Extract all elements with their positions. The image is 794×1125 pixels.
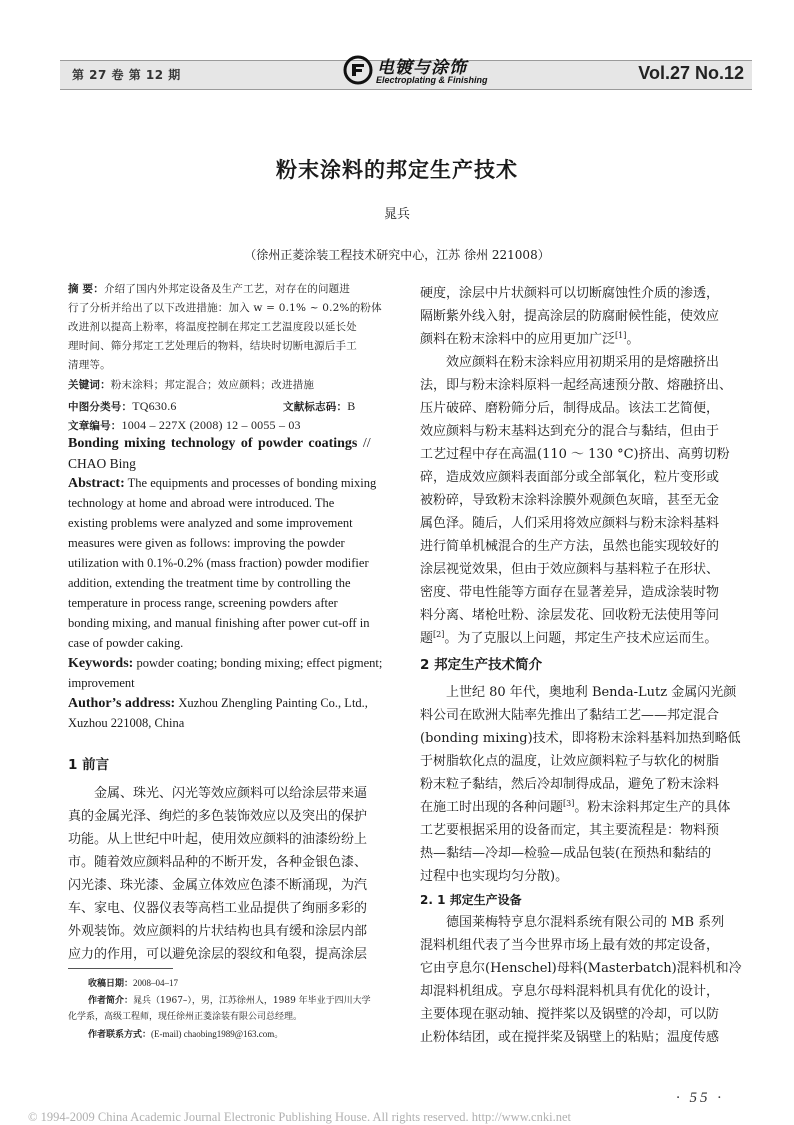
english-title: Bonding mixing technology of powder coatings //	[68, 436, 371, 451]
body-line: 应力的作用，可以避免涂层的裂纹和龟裂，提高涂层	[68, 947, 368, 962]
body-line: 外观装饰。效应颜料的片状结构也具有缓和涂层内部	[68, 924, 368, 939]
body-line: 隔断紫外线入射，提高涂层的防腐耐候性能，使效应	[420, 309, 720, 324]
body-line: 工艺要根据采用的设备而定，其主要流程是：物料预	[420, 823, 720, 838]
body-line: 涂层视觉效果，但由于效应颜料与基料粒子在形状、	[420, 562, 720, 577]
body-line: 在施工时出现的各种问题[3]。粉末涂料邦定生产的具体	[420, 799, 731, 815]
author-affiliation: （徐州正菱涂装工程技术研究中心，江苏 徐州 221008）	[244, 248, 550, 262]
body-line: 却混料机组成。亨息尔母料混料机具有优化的设计，	[420, 984, 720, 999]
article-number: 文章编号：1004 – 227X (2008) 12 – 0055 – 03	[68, 418, 301, 432]
page-number: · 55 ·	[676, 1090, 724, 1106]
abstract-cn-line: 理时间、筛分邦定工艺处理后的物料，结块时切断电源后手工	[68, 340, 357, 352]
abstract-en-line: Abstract: The equipments and processes of bonding mixing	[68, 476, 377, 491]
section-2-heading: 2 邦定生产技术简介	[420, 657, 543, 673]
body-line: 市。随着效应颜料品种的不断开发，各种金银色漆、	[68, 855, 368, 870]
right-column	[420, 0, 748, 1123]
body-line: 效应颜料与粉末基料达到充分的混合与黏结，但由于	[420, 424, 720, 439]
keywords-en-cont: improvement	[68, 676, 135, 690]
abstract-cn-line: 改进剂以提高上粉率，将温度控制在邦定工艺温度段以延长处	[68, 321, 357, 333]
body-line: 止粉体结团，或在搅拌桨及锅壁上的粘贴；温度传感	[420, 1030, 720, 1045]
body-line: 密度、带电性能等方面存在显著差异，造成涂装时物	[420, 585, 720, 600]
body-line: 功能。从上世纪中叶起，使用效应颜料的油漆纷纷上	[68, 832, 368, 847]
body-line: 热—黏结—冷却—检验—成品包装(在预热和黏结的	[420, 846, 712, 861]
abstract-cn-label: 摘 要：	[68, 283, 104, 295]
body-line: 碎，造成效应颜料表面部分或全部氧化，粒片变形或	[420, 470, 720, 485]
copyright-footer: © 1994-2009 China Academic Journal Electronic Publishing House. All rights reserved. http://www.cnki.net	[28, 1110, 571, 1124]
abstract-cn-line: 行了分析并给出了以下改进措施：加入 w = 0.1% ~ 0.2%的粉体	[68, 302, 382, 314]
body-line: 真的金属光泽、绚烂的多色装饰效应以及突出的保护	[68, 809, 368, 824]
abstract-en-line: addition, extending the treatment time by controlling the	[68, 576, 351, 590]
footnote-contact: 作者联系方式：(E-mail) chaobing1989@163.com。	[88, 1029, 284, 1040]
body-line: 德国莱梅特亨息尔混料系统有限公司的 MB 系列	[446, 915, 725, 930]
volume-issue-en: Vol.27 No.12	[638, 63, 744, 83]
abstract-cn-line: 摘 要：介绍了国内外邦定设备及生产工艺，对存在的问题进	[68, 283, 351, 295]
body-line: 闪光漆、珠光漆、金属立体效应色漆不断涌现，为汽	[68, 878, 368, 893]
classification-line: 中图分类号：TQ630.6	[68, 399, 177, 413]
section-1-heading: 1 前言	[68, 757, 110, 773]
journal-name-cn: 电镀与涂饰	[377, 58, 467, 78]
address-en-cont: Xuzhou 221008, China	[68, 716, 185, 730]
body-line: 它由亨息尔(Henschel)母料(Masterbatch)混料机和冷	[420, 961, 742, 976]
body-line: 混料机组代表了当今世界市场上最有效的邦定设备，	[420, 938, 720, 953]
body-line: 料分离、堵枪吐粉、涂层发花、回收粉无法使用等问	[420, 608, 720, 623]
left-column	[68, 0, 396, 1123]
footnote-received: 收稿日期：2008–04–17	[88, 978, 179, 989]
abstract-en-line: temperature in process range, screening powders after	[68, 596, 338, 610]
citation-ref: [3]	[563, 799, 575, 808]
footnote-bio: 作者简介：晁兵（1967–），男，江苏徐州人，1989 年毕业于四川大学	[88, 996, 371, 1006]
citation-ref: [1]	[615, 331, 627, 340]
body-line: 颜料在粉末涂料中的应用更加广泛[1]。	[420, 331, 640, 347]
body-line: 主要体现在驱动轴、搅拌桨以及锅壁的冷却，可以防	[420, 1007, 720, 1022]
english-author: CHAO Bing	[68, 456, 136, 471]
author-name: 晁兵	[383, 207, 410, 222]
body-line: 硬度，涂层中片状颜料可以切断腐蚀性介质的渗透，	[420, 286, 720, 301]
subsection-2-1-heading: 2. 1 邦定生产设备	[420, 893, 522, 907]
keywords-en: Keywords: powder coating; bonding mixing; effect pigment;	[68, 656, 383, 671]
volume-issue-cn: 第 27 卷 第 12 期	[72, 68, 181, 82]
body-line: 上世纪 80 年代，奥地利 Benda-Lutz 金属闪光颜	[446, 685, 737, 700]
body-line: 金属、珠光、闪光等效应颜料可以给涂层带来逼	[94, 786, 368, 801]
body-line: 被粉碎，导致粉末涂料涂膜外观颜色灰暗，甚至无金	[420, 493, 720, 508]
body-line: 于树脂软化点的温度，让效应颜料粒子与软化的树脂	[420, 754, 720, 769]
body-line: 工艺过程中存在高温(110 ～ 130 °C)挤出、高剪切粉	[420, 447, 730, 462]
address-en: Author’s address: Xuzhou Zhengling Painting Co., Ltd.,	[68, 696, 368, 711]
abstract-cn-line: 清理等。	[68, 359, 111, 371]
abstract-en-line: utilization with 0.1%-0.2% (mass fraction) powder modifier	[68, 556, 369, 570]
citation-ref: [2]	[433, 630, 445, 639]
body-line: 法，即与粉末涂料原料一起经高速预分散、熔融挤出、	[420, 378, 733, 393]
body-line: 粉末粒子黏结，然后冷却制得成品，避免了粉末涂料	[420, 777, 720, 792]
body-line: 压片破碎、磨粉筛分后，制得成品。该法工艺简便，	[420, 401, 720, 416]
abstract-en-line: bonding mixing, and manual finishing after power cut-off in	[68, 616, 370, 630]
article-title: 粉末涂料的邦定生产技术	[276, 158, 518, 182]
abstract-en-line: case of powder caking.	[68, 636, 184, 650]
body-line: 效应颜料在粉末涂料应用初期采用的是熔融挤出	[446, 355, 720, 370]
document-code: 文献标志码：B	[283, 399, 356, 413]
body-line: (bonding mixing)技术，即将粉末涂料基料加热到略低	[420, 731, 741, 746]
body-line: 题[2]。为了克服以上问题，邦定生产技术应运而生。	[420, 630, 718, 646]
journal-name-en: Electroplating & Finishing	[376, 75, 488, 85]
keywords-cn: 关键词：粉末涂料；邦定混合；效应颜料；改进措施	[68, 379, 315, 391]
body-line: 进行简单机械混合的生产方法，虽然也能实现较好的	[420, 539, 720, 554]
abstract-en-line: measures were given as follows: improving the powder	[68, 536, 345, 550]
body-line: 料公司在欧洲大陆率先推出了黏结工艺——邦定混合	[420, 708, 720, 723]
body-line: 属色泽。随后，人们采用将效应颜料与粉末涂料基料	[420, 516, 720, 531]
footnote-bio-cont: 化学系，高级工程师，现任徐州正菱涂装有限公司总经理。	[68, 1012, 303, 1022]
abstract-en-line: technology at home and abroad were introduced. The	[68, 496, 335, 510]
body-line: 车、家电、仪器仪表等高档工业品提供了绚丽多彩的	[68, 901, 368, 916]
abstract-en-line: existing problems were analyzed and some improvement	[68, 516, 353, 530]
footnote-divider	[68, 968, 173, 969]
body-line: 过程中也实现均匀分散)。	[420, 869, 569, 884]
